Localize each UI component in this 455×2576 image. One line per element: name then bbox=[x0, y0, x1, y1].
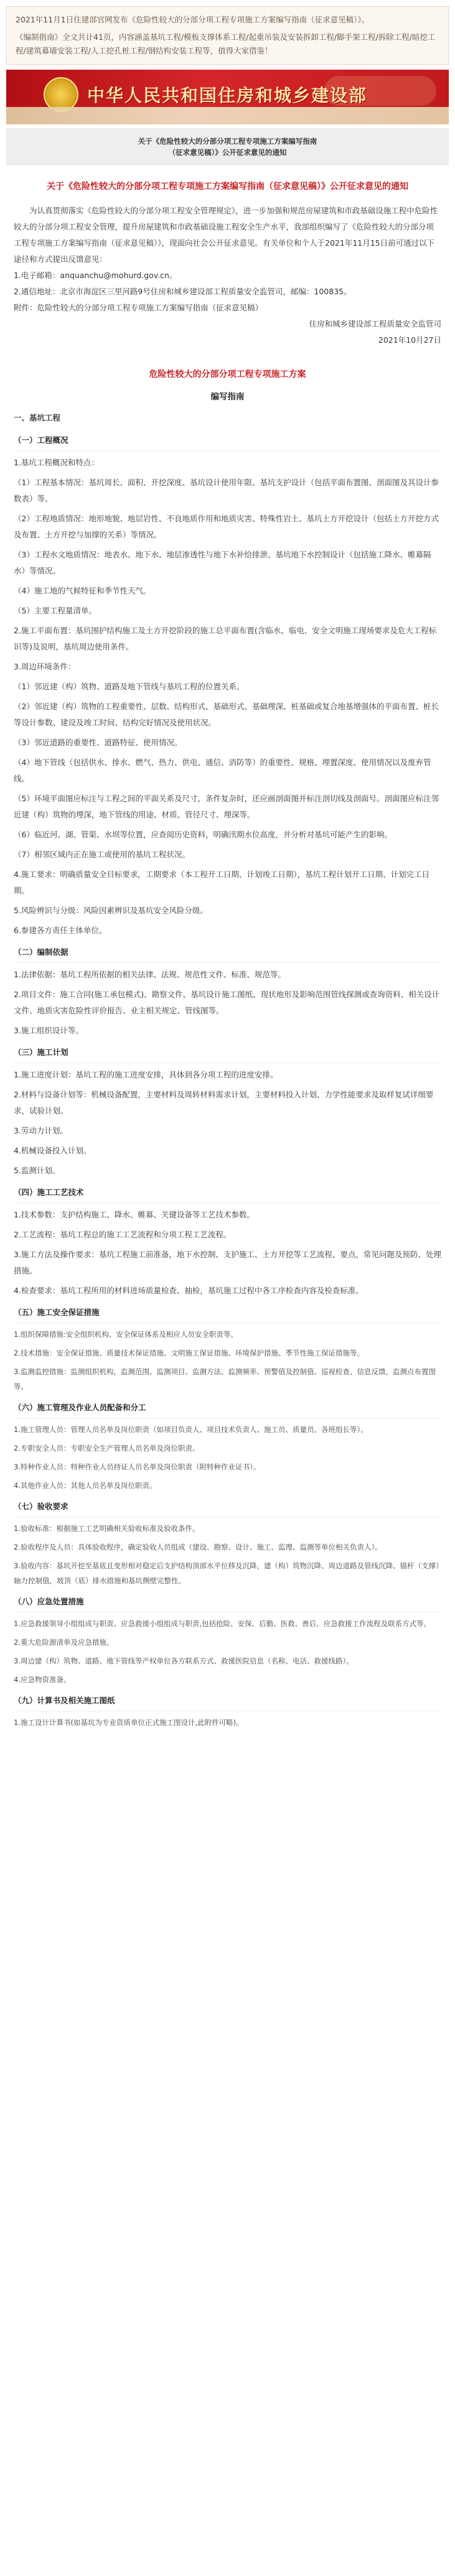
subsection-heading: （六）施工管理及作业人员配备和分工 bbox=[14, 1399, 441, 1418]
subsection-heading: （一）工程概况 bbox=[14, 432, 441, 451]
list-item: 1.验收标准：根据施工工艺明确相关验收标准及验收条件。 bbox=[14, 1524, 200, 1533]
subsection-heading: （四）施工工艺技术 bbox=[14, 1184, 441, 1203]
signature-date: 2021年10月27日 bbox=[378, 335, 441, 345]
list-item: （5）环境平面图应标注与工程之间的平面关系及尺寸，条件复杂时，还应画剖面图并标注剖切线及剖面号。剖面图应标注邻近建（构）筑物的埋深，地下管线的用途、材质、管径尺寸、埋深等。 bbox=[14, 794, 439, 819]
list-item: 2.工艺流程：基坑工程总的施工工艺流程和分项工程工艺流程。 bbox=[14, 1230, 232, 1239]
guide-title: 危险性较大的分部分项工程专项施工方案 bbox=[149, 370, 306, 379]
list-item: 3.施工方法及操作要求：基坑工程施工前准备，地下水控制、支护施工、土方开挖等工艺流程、要点，常见问题及预防、处理措施。 bbox=[14, 1250, 441, 1275]
list-item: 4.其他作业人员：其他人员名单及岗位职责。 bbox=[14, 1481, 157, 1490]
subsection-heading: （二）编制依据 bbox=[14, 944, 441, 963]
list-item: 2.验收程序及人员：具体验收程序，确定验收人员组成（建设、勘察、设计、施工、监理、监测等单位相关负责人）。 bbox=[14, 1543, 382, 1551]
list-item: （4）地下管线（包括供水、排水、燃气、热力、供电、通信、消防等）的重要性、规格、埋置深度、使用情况以及废弃管线。 bbox=[14, 758, 431, 783]
list-item: （5）主要工程量清单。 bbox=[14, 606, 96, 615]
list-item: （6）临近河、湖、管渠、水坝等位置，应查阅历史资料，明确汛期水位高度，并分析对基坑可能产生的影响。 bbox=[14, 830, 392, 839]
list-item: 2.施工平面布置：基坑围护结构施工及土方开挖阶段的施工总平面布置(含临水、临电、安全文明施工现场要求及危大工程标识等)及说明，基坑周边使用条件。 bbox=[14, 626, 437, 651]
list-item: （7）相邻区域内正在施工或使用的基坑工程状况。 bbox=[14, 850, 190, 859]
list-item: 5.监测计划。 bbox=[14, 1166, 60, 1175]
intro-paragraph-1: 2021年11月1日住建部官网发布《危险性较大的分部分项工程专项施工方案编写指南（征求意见稿）》。 bbox=[16, 15, 370, 24]
list-item: （1）邻近建（构）筑物、道路及地下管线与基坑工程的位置关系。 bbox=[14, 682, 245, 691]
list-item: 2.项目文件：施工合同(施工承包模式)、勘察文件、基坑设计施工图纸、现状地形及影响范围管线探测或查询资料、相关设计文件、地质灾害危险性评价报告、业主相关规定、管线图等。 bbox=[14, 990, 440, 1015]
feedback-email: 1.电子邮箱：anquanchu@mohurd.gov.cn。 bbox=[14, 271, 177, 280]
intro-summary-box bbox=[6, 6, 449, 65]
list-item: 3.特种作业人员：特种作业人员持证人员名单及岗位职责（附特种作业证书）。 bbox=[14, 1462, 261, 1471]
subsection-heading: （八）应急处置措施 bbox=[14, 1593, 441, 1612]
article-body bbox=[0, 165, 455, 1730]
notice-title-line-2: （征求意见稿）》公开征求意见的通知 bbox=[168, 148, 287, 157]
list-item: 6.参建各方责任主体单位。 bbox=[14, 926, 107, 935]
list-item: （4）施工地的气候特征和季节性天气。 bbox=[14, 586, 151, 595]
list-item: （2）邻近建（构）筑物的工程重要性、层数、结构形式、基础形式、基础埋深、桩基础或复合地基增强体的平面布置、桩长等设计参数、建设及竣工时间、结构完好情况及使用状况。 bbox=[14, 702, 439, 727]
list-item: 3.监测监控措施：监测组织机构，监测范围、监测项目、监测方法、监测频率、预警值及控制值、巡视检查、信息反馈，监测点布置图等。 bbox=[14, 1367, 436, 1391]
subsection-heading: （九）计算书及相关施工图纸 bbox=[14, 1692, 441, 1711]
signature-organization: 住房和城乡建设部工程质量安全监管司 bbox=[309, 319, 441, 328]
list-item: 1.应急救援领导小组组成与职责、应急救援小组组成与职责,包括抢险、安保、后勤、医救、善后、应急救援工作流程及联系方式等。 bbox=[14, 1619, 431, 1628]
list-item: 4.机械设备投入计划。 bbox=[14, 1146, 91, 1155]
list-item: 3.验收内容：基坑开挖至基底且变形相对稳定后支护结构顶部水平位移及沉降，建（构）筑物沉降、周边道路及管线沉降、锚杆（支撑）轴力控制值，坡顶（底）排水措施和基坑侧壁完整性。 bbox=[14, 1561, 439, 1585]
guide-subtitle: 编写指南 bbox=[210, 392, 245, 402]
list-item: 4.应急物资准备。 bbox=[14, 1675, 71, 1684]
notice-body: 为认真贯彻落实《危险性较大的分部分项工程安全管理规定》，进一步加强和规范房屋建筑和市政基础设施工程中危险性较大的分部分项工程安全管理，提升房屋建筑和市政基础设施工程安全生产水平，我部组织编写了《危险性较大的分部分项工程专项施工方案编写指南（征求意见稿）》，现面向社会公开征求意见。有关单位和个人于2021年11月15日前可通过以下途径和方式提出反馈意见： bbox=[14, 206, 438, 264]
feedback-address: 2.通信地址：北京市海淀区三里河路9号住房和城乡建设部工程质量安全监管司，邮编：100835。 bbox=[14, 287, 352, 296]
list-item: 3.周边建（构）筑物、道路、地下管线等产权单位各方联系方式、救援医院信息（名称、电话、救援线路）。 bbox=[14, 1657, 354, 1665]
subsection-heading: （七）验收要求 bbox=[14, 1498, 441, 1517]
list-item: 1.组织保障措施:安全组织机构、安全保证体系及相应人员安全职责等。 bbox=[14, 1330, 238, 1339]
banner-title: 中华人民共和国住房和城乡建设部 bbox=[87, 85, 368, 106]
ministry-banner-image bbox=[6, 70, 449, 124]
list-item: 1.施工进度计划：基坑工程的施工进度安排，具体到各分项工程的进度安排。 bbox=[14, 1070, 278, 1079]
list-item: 1.基坑工程概况和特点： bbox=[14, 458, 99, 467]
list-item: 2.材料与设备计划等：机械设备配置，主要材料及周转材料需求计划，主要材料投入计划、力学性能要求及取样复试详细要求，试验计划。 bbox=[14, 1090, 434, 1115]
list-item: 5.风险辨识与分级：风险因素辨识及基坑安全风险分级。 bbox=[14, 906, 208, 915]
notice-title-line-1: 关于《危险性较大的分部分项工程专项施工方案编写指南 bbox=[138, 137, 317, 146]
banner-wave-decoration bbox=[6, 107, 449, 124]
section-heading: 一、基坑工程 bbox=[14, 413, 61, 422]
list-item: 2.专职安全人员：专职安全生产管理人员名单及岗位职责。 bbox=[14, 1444, 200, 1453]
attachment-line: 附件：危险性较大的分部分项工程专项施工方案编写指南（征求意见稿） bbox=[14, 303, 263, 312]
list-item: 3.劳动力计划。 bbox=[14, 1126, 68, 1135]
list-item: （2）工程地质情况：地形地貌、地层岩性、不良地质作用和地质灾害、特殊性岩土、基坑土方开挖设计（包括土方开挖方式及布置、土方开挖与加撑的关系）等情况。 bbox=[14, 514, 439, 539]
list-item: （3）邻近道路的重要性、道路特征、使用情况。 bbox=[14, 738, 182, 747]
list-item: 2.技术措施：安全保证措施、质量技术保证措施、文明施工保证措施、环境保护措施、季节性施工保证措施等。 bbox=[14, 1349, 364, 1357]
list-item: （1）工程基本情况：基坑周长、面积、开挖深度、基坑设计使用年限、基坑支护设计（包括平面布置图、剖面图及其设计参数表）等。 bbox=[14, 478, 439, 503]
notice-title-bar bbox=[6, 128, 449, 165]
intro-paragraph-2: 《编制指南》全文共计41页，内容涵盖基坑工程/模板支撑体系工程/起重吊装及安装拆卸工程/脚手架工程/拆除工程/暗挖工程/建筑幕墙安装工程/人工挖孔桩工程/钢结构安装工程等，值得大家借鉴！ bbox=[16, 32, 436, 55]
list-item: 1.施工设计计算书(如基坑为专业资质单位正式施工图设计,此附件可略)。 bbox=[14, 1718, 243, 1727]
subsection-heading: （五）施工安全保证措施 bbox=[14, 1304, 441, 1323]
list-item: 1.施工管理人员：管理人员名单及岗位职责（如项目负责人、项目技术负责人、施工员、质量员、各班组长等）。 bbox=[14, 1425, 368, 1434]
list-item: 4.检查要求：基坑工程所用的材料进场质量检查、抽检，基坑施工过程中各工序检查内容及检查标准。 bbox=[14, 1286, 364, 1295]
list-item: （3）工程水文地质情况：地表水、地下水、地层渗透性与地下水补给排泄、基坑地下水控制设计（包括施工降水、帷幕隔水）等情况。 bbox=[14, 550, 431, 575]
list-item: 3.施工组织设计等。 bbox=[14, 1026, 83, 1035]
list-item: 2.重大危险源清单及应急措施。 bbox=[14, 1638, 114, 1647]
list-item: 3.周边环境条件： bbox=[14, 662, 76, 671]
notice-headline: 关于《危险性较大的分部分项工程专项施工方案编写指南（征求意见稿）》公开征求意见的通知 bbox=[47, 182, 408, 192]
subsection-heading: （三）施工计划 bbox=[14, 1044, 441, 1063]
list-item: 1.法律依据：基坑工程所依据的相关法律、法规、规范性文件、标准、规范等。 bbox=[14, 970, 286, 979]
list-item: 1.技术参数：支护结构施工、降水、帷幕、关键设备等工艺技术参数。 bbox=[14, 1210, 255, 1219]
list-item: 4.施工要求：明确质量安全目标要求，工期要求（本工程开工日期、计划竣工日期），基坑工程计划开工日期、计划完工日期。 bbox=[14, 870, 430, 895]
